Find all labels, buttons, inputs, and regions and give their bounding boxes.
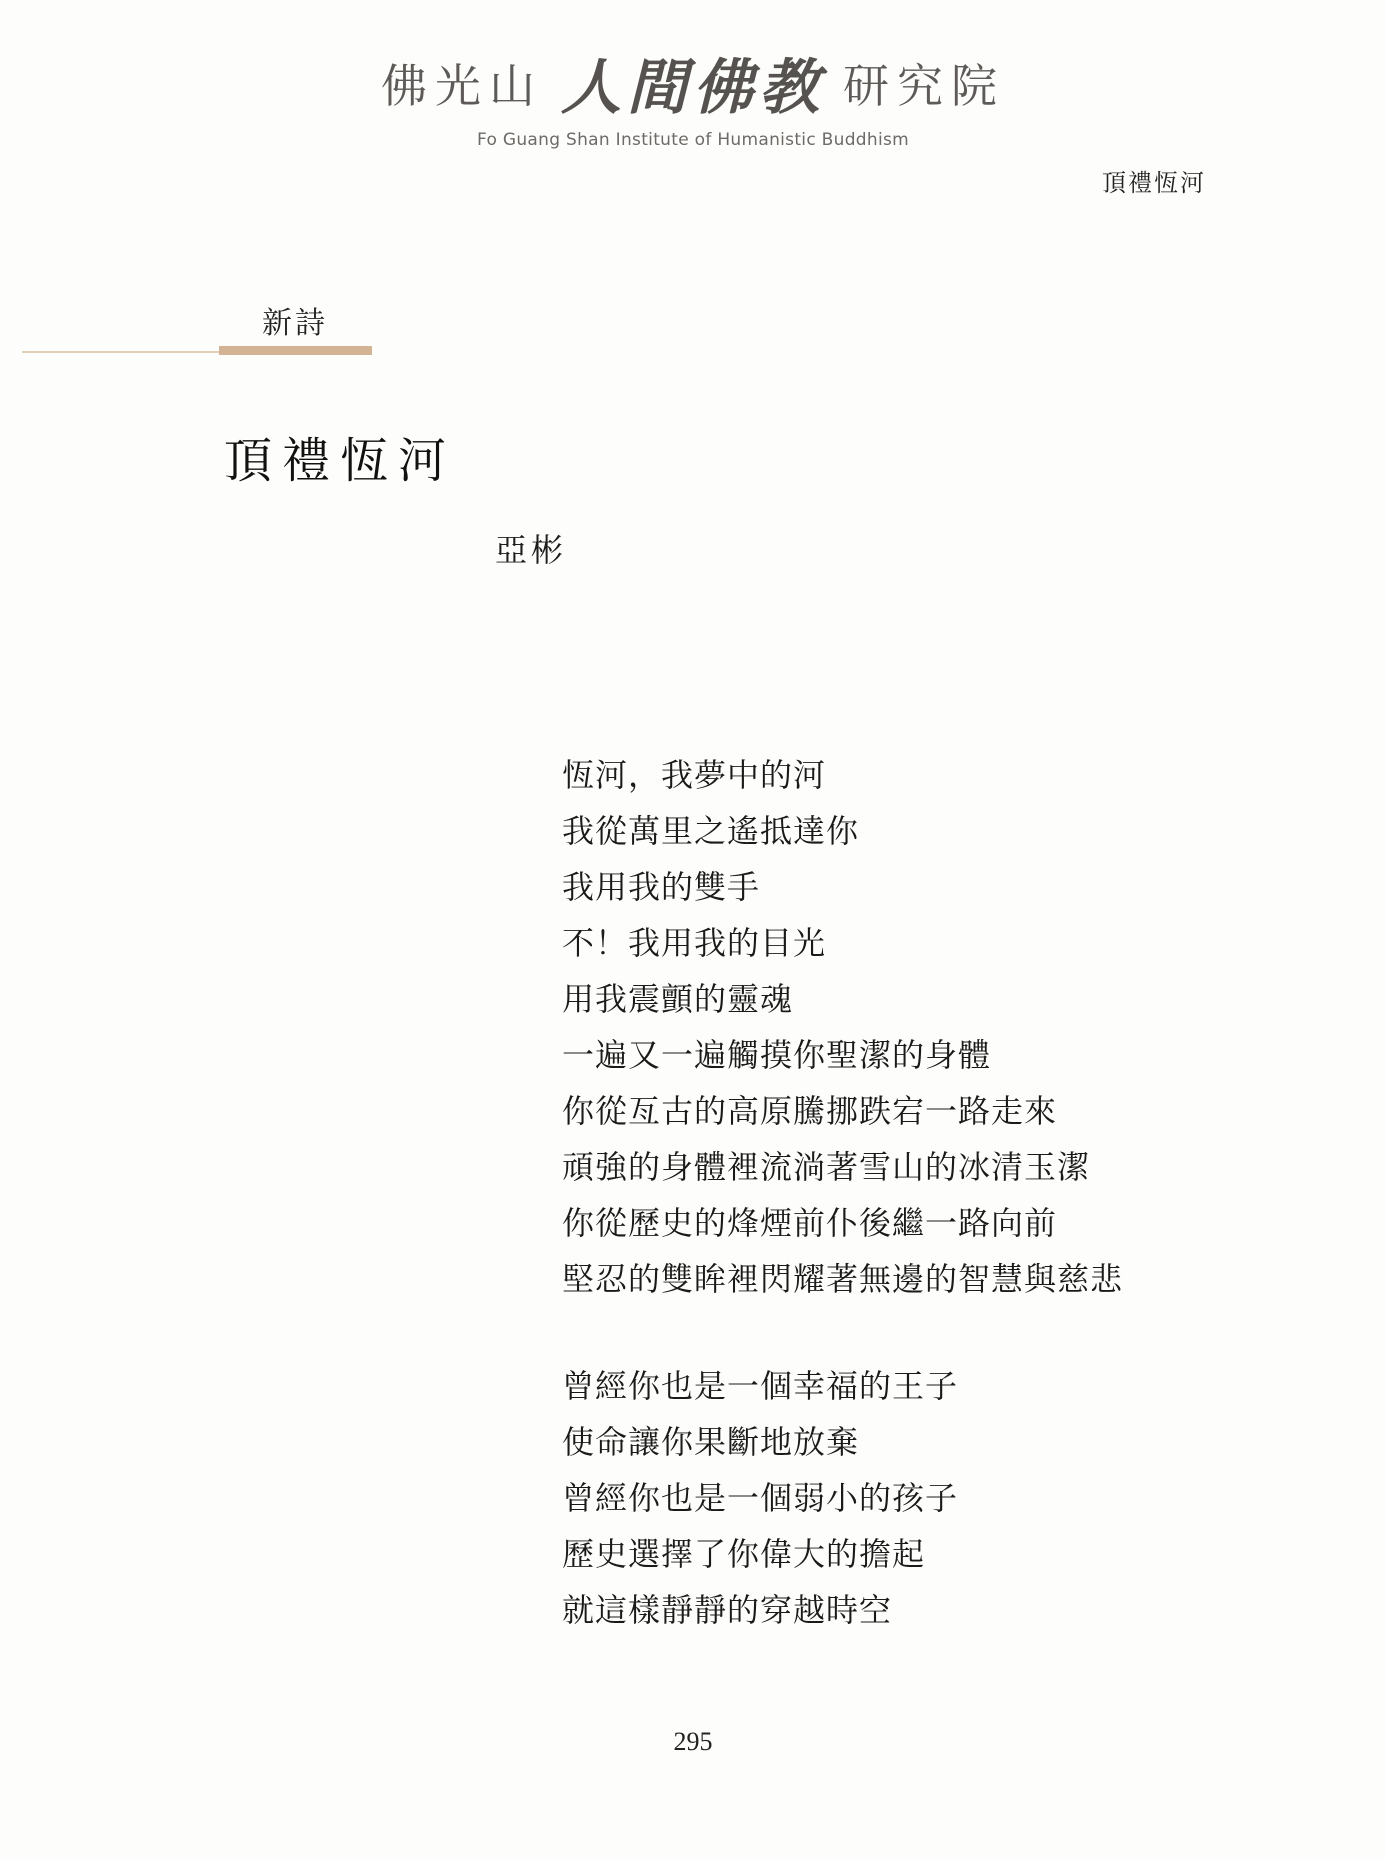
poem-line: 你從歷史的烽煙前仆後繼一路向前 — [562, 1204, 1058, 1242]
poem-line: 使命讓你果斷地放棄 — [562, 1423, 860, 1461]
poem-line: 就這樣靜靜的穿越時空 — [562, 1591, 893, 1629]
poem-line: 歷史選擇了你偉大的擔起 — [562, 1535, 926, 1573]
poem-line: 用我震顫的靈魂 — [562, 980, 794, 1018]
poem-line: 不！我用我的目光 — [562, 924, 827, 962]
poem-line: 頑強的身體裡流淌著雪山的冰清玉潔 — [562, 1148, 1091, 1186]
poem-line: 曾經你也是一個幸福的王子 — [562, 1367, 959, 1405]
poem-stanza-1 — [562, 747, 1123, 1307]
section-label: 新詩 — [262, 306, 328, 341]
running-head: 頂禮恆河 — [1102, 169, 1206, 197]
poem-line: 你從亙古的高原騰挪跌宕一路走來 — [562, 1092, 1058, 1130]
poem-line: 我用我的雙手 — [562, 868, 761, 906]
logo-left-text: 佛光山 — [381, 59, 543, 113]
poem-line: 恆河，我夢中的河 — [562, 756, 827, 794]
poem-title: 頂禮恆河 — [224, 433, 457, 489]
logo-right-text: 研究院 — [843, 59, 1005, 113]
logo-subtitle: Fo Guang Shan Institute of Humanistic Buddhism — [476, 130, 910, 150]
page-number: 295 — [673, 1727, 713, 1756]
poem-author: 亞彬 — [495, 531, 568, 569]
poem-line: 曾經你也是一個弱小的孩子 — [562, 1479, 959, 1517]
poem-stanza-2 — [562, 1358, 958, 1638]
logo-calligraphy-text: 人間佛教 — [561, 53, 825, 123]
section-rule-accent — [219, 346, 372, 355]
poem-line: 我從萬里之遙抵達你 — [562, 812, 860, 850]
institute-logo — [0, 40, 1386, 150]
poem-line: 堅忍的雙眸裡閃耀著無邊的智慧與慈悲 — [562, 1260, 1124, 1298]
logo-wordmark — [381, 40, 1005, 126]
poem-line: 一遍又一遍觸摸你聖潔的身體 — [562, 1036, 992, 1074]
